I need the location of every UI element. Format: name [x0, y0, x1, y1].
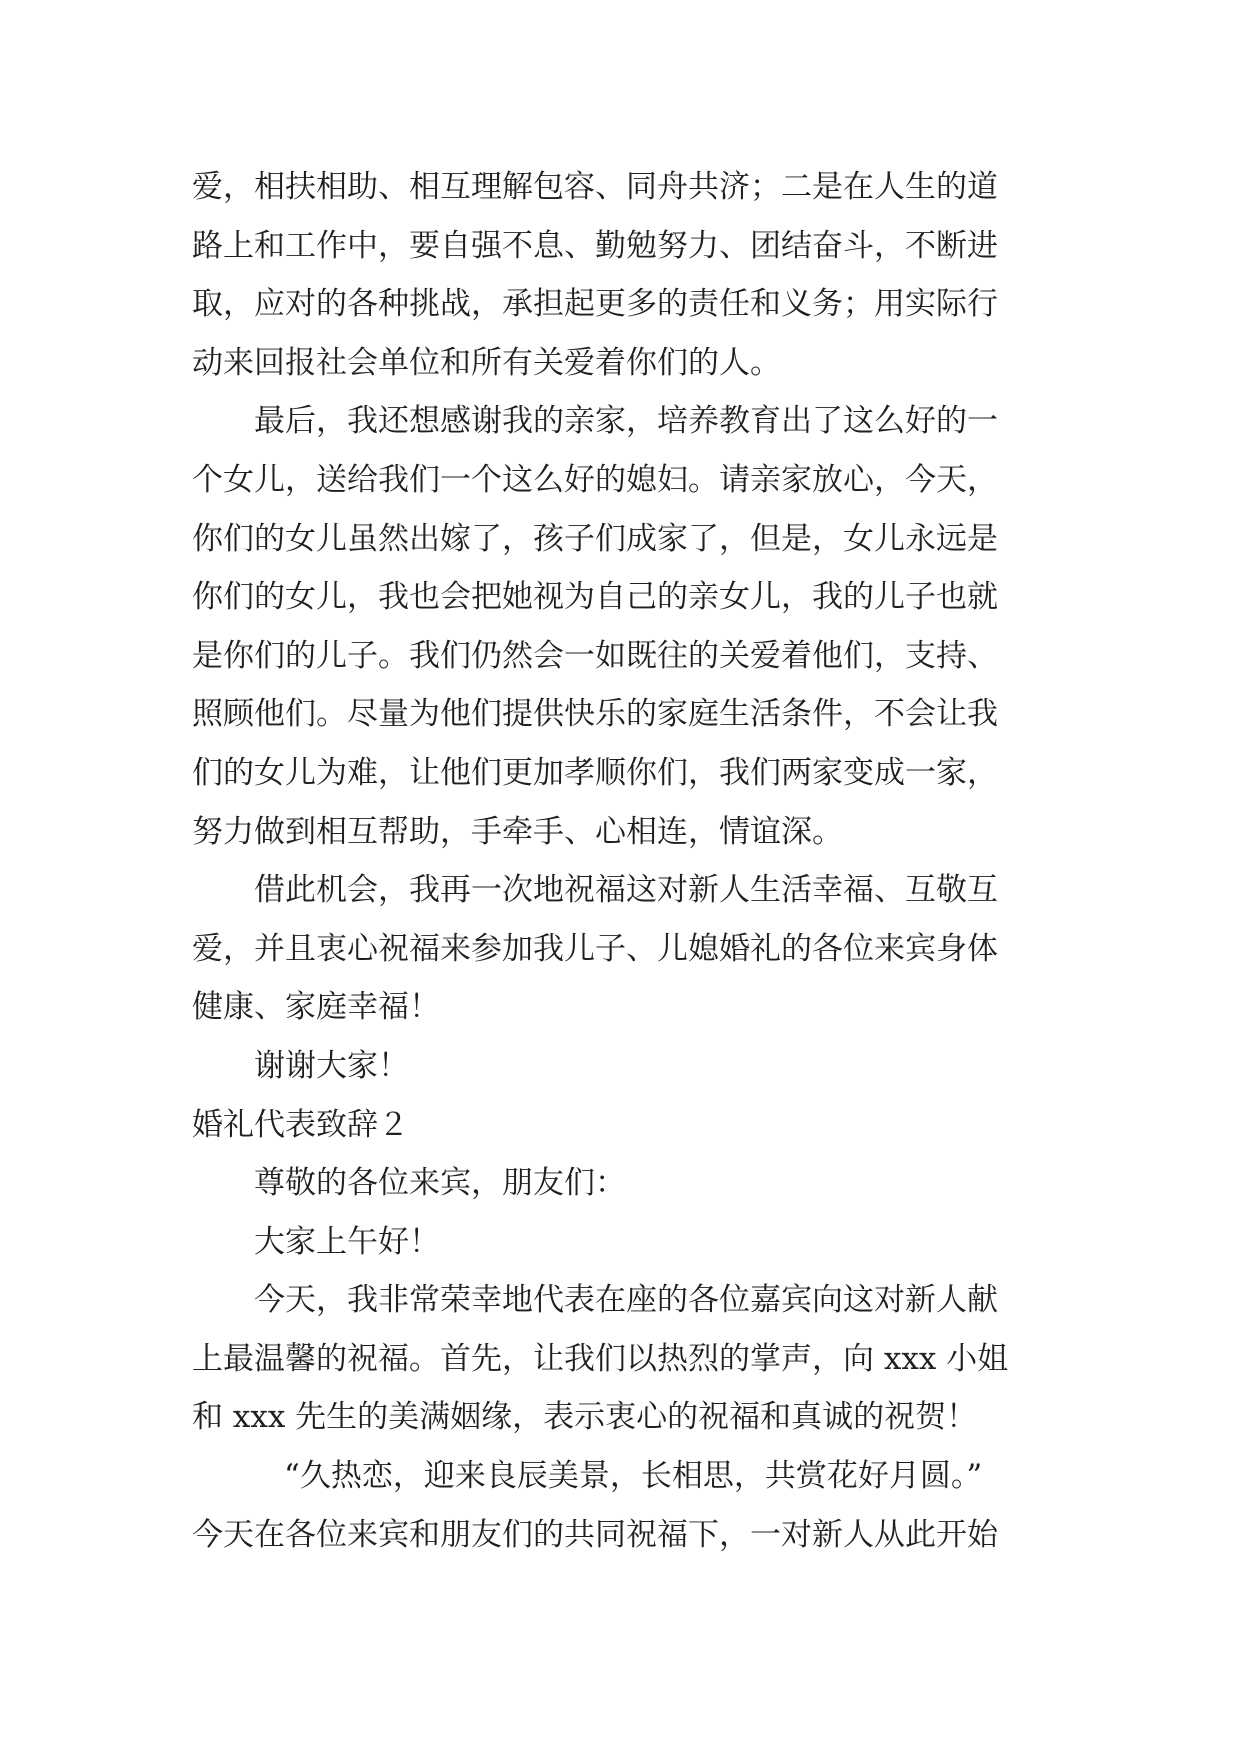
paragraph-start-line: 今天，我非常荣幸地代表在座的各位嘉宾向这对新人献	[254, 1282, 998, 1319]
text-line: 们的女儿为难，让他们更加孝顺你们，我们两家变成一家，	[192, 754, 998, 791]
text-line: 你们的女儿虽然出嫁了，孩子们成家了，但是，女儿永远是	[192, 520, 998, 557]
text-line: 是你们的儿子。我们仍然会一如既往的关爱着他们，支持、	[192, 637, 998, 674]
text-line: 爱，相扶相助、相互理解包容、同舟共济；二是在人生的道	[192, 169, 998, 205]
text-line: 照顾他们。尽量为他们提供快乐的家庭生活条件，不会让我	[192, 696, 998, 733]
text-line: 个女儿，送给我们一个这么好的媳妇。请亲家放心，今天，	[192, 461, 998, 498]
section-heading: 婚礼代表致辞２	[192, 1106, 409, 1143]
text-line: 取，应对的各种挑战，承担起更多的责任和义务；用实际行	[192, 286, 998, 323]
text-line: 上最温馨的祝福。首先，让我们以热烈的掌声，向 xxx 小姐	[192, 1340, 1009, 1377]
text-line: 路上和工作中，要自强不息、勤勉努力、团结奋斗，不断进	[192, 227, 998, 264]
paragraph-start-line: 借此机会，我再一次地祝福这对新人生活幸福、互敬互	[254, 872, 998, 909]
paragraph-start-line: 最后，我还想感谢我的亲家，培养教育出了这么好的一	[254, 403, 998, 440]
greeting-line: 大家上午好！	[254, 1223, 440, 1260]
text-line: 你们的女儿，我也会把她视为自己的亲女儿，我的儿子也就	[192, 579, 998, 616]
document-body	[192, 158, 1068, 1564]
text-line: 努力做到相互帮助，手牵手、心相连，情谊深。	[192, 813, 843, 850]
text-line: 和 xxx 先生的美满姻缘，表示衷心的祝福和真诚的祝贺！	[192, 1399, 978, 1436]
text-line: 健康、家庭幸福！	[192, 989, 440, 1026]
closing-line: 谢谢大家！	[254, 1047, 409, 1084]
salutation-line: 尊敬的各位来宾，朋友们：	[254, 1165, 626, 1202]
text-line: 今天在各位来宾和朋友们的共同祝福下，一对新人从此开始	[192, 1516, 998, 1553]
quote-line: “久热恋，迎来良辰美景，长相思，共赏花好月圆。”	[284, 1458, 983, 1495]
text-line: 爱，并且衷心祝福来参加我儿子、儿媳婚礼的各位来宾身体	[192, 930, 998, 967]
text-line: 动来回报社会单位和所有关爱着你们的人。	[192, 344, 781, 381]
